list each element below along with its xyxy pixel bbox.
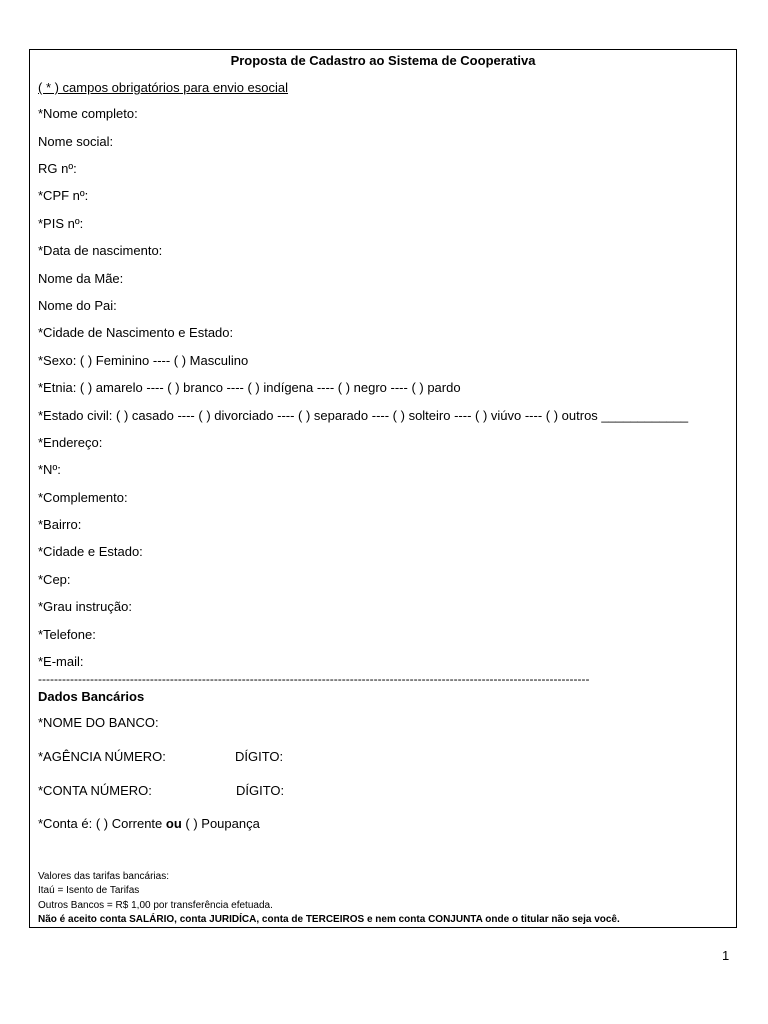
field-neighborhood: *Bairro: bbox=[38, 517, 82, 532]
fees-note-other-banks: Outros Bancos = R$ 1,00 por transferência efetuada. bbox=[38, 900, 273, 911]
field-pis: *PIS nº: bbox=[38, 216, 84, 231]
bank-section-heading: Dados Bancários bbox=[38, 689, 145, 704]
field-social-name: Nome social: bbox=[38, 134, 114, 149]
field-mother-name: Nome da Mãe: bbox=[38, 271, 124, 286]
field-agency-number: *AGÊNCIA NÚMERO: bbox=[38, 749, 166, 764]
account-type-or: ou bbox=[165, 816, 182, 831]
field-sex: *Sexo: ( ) Feminino ---- ( ) Masculino bbox=[38, 353, 249, 368]
fees-note-itau: Itaú = Isento de Tarifas bbox=[38, 885, 140, 896]
field-number: *Nº: bbox=[38, 462, 61, 477]
field-cpf: *CPF nº: bbox=[38, 188, 89, 203]
field-phone: *Telefone: bbox=[38, 627, 96, 642]
field-cep: *Cep: bbox=[38, 572, 71, 587]
field-address: *Endereço: bbox=[38, 435, 103, 450]
fees-note-title: Valores das tarifas bancárias: bbox=[38, 871, 169, 882]
field-birth-date: *Data de nascimento: bbox=[38, 243, 163, 258]
field-ethnicity: *Etnia: ( ) amarelo ---- ( ) branco ---- ( ) indígena ---- ( ) negro ---- ( ) pardo bbox=[38, 380, 461, 395]
account-type-suffix: ( ) Poupança bbox=[181, 816, 260, 831]
field-agency-digit: DÍGITO: bbox=[235, 749, 284, 764]
field-account-type bbox=[38, 816, 260, 831]
field-bank-name: *NOME DO BANCO: bbox=[38, 715, 159, 730]
field-complement: *Complemento: bbox=[38, 490, 128, 505]
field-email: *E-mail: bbox=[38, 654, 84, 669]
field-marital-status: *Estado civil: ( ) casado ---- ( ) divorciado ---- ( ) separado ---- ( ) solteiro ---- ( ) viúvo ---- ( ) outros ____________ bbox=[38, 408, 689, 423]
field-city-state: *Cidade e Estado: bbox=[38, 544, 143, 559]
field-father-name: Nome do Pai: bbox=[38, 298, 117, 313]
registration-form bbox=[29, 49, 737, 928]
required-fields-note: ( * ) campos obrigatórios para envio esocial bbox=[38, 80, 289, 95]
account-type-prefix: *Conta é: ( ) Corrente bbox=[38, 816, 166, 831]
field-education: *Grau instrução: bbox=[38, 599, 132, 614]
field-full-name: *Nome completo: bbox=[38, 106, 138, 121]
field-account-digit: DÍGITO: bbox=[236, 783, 285, 798]
field-account-number: *CONTA NÚMERO: bbox=[38, 783, 152, 798]
field-rg: RG nº: bbox=[38, 161, 77, 176]
fees-note-warning: Não é aceito conta SALÁRIO, conta JURIDÍCA, conta de TERCEIROS e nem conta CONJUNTA onde o titular não seja você. bbox=[38, 914, 620, 925]
field-birth-city: *Cidade de Nascimento e Estado: bbox=[38, 325, 234, 340]
form-title: Proposta de Cadastro ao Sistema de Cooperativa bbox=[230, 53, 536, 68]
section-separator: ------------------------------------------------------------------------------------------------------------------------------------------ bbox=[38, 672, 590, 686]
page-number: 1 bbox=[722, 948, 730, 963]
